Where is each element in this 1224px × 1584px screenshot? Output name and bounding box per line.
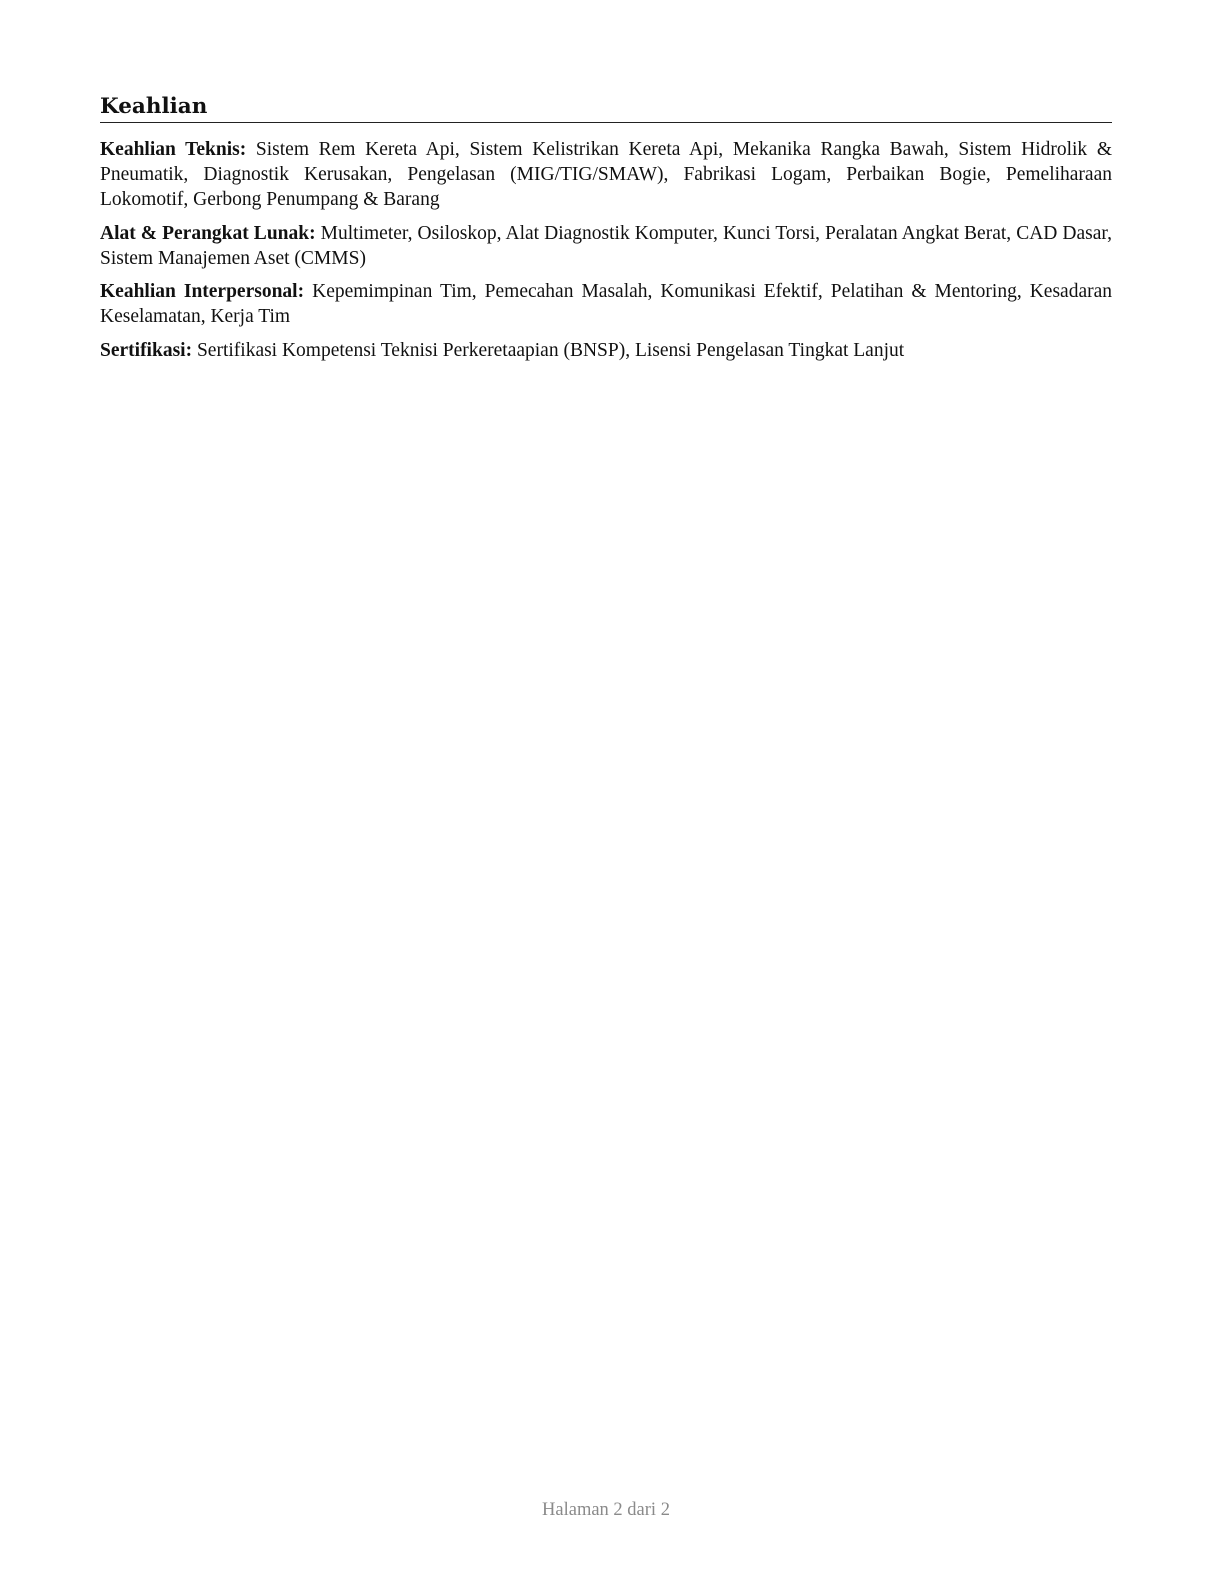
skills-list <box>100 137 1112 363</box>
skill-label: Alat & Perangkat Lunak: <box>100 222 316 244</box>
skill-label: Sertifikasi: <box>100 339 193 361</box>
section-title: Keahlian <box>100 92 1112 123</box>
skill-text: Multimeter, Osiloskop, Alat Diagnostik Komputer, Kunci Torsi, Peralatan Angkat Berat, CAD Dasar, Sistem Manajemen Aset (CMMS) <box>100 222 1112 269</box>
skill-text: Kepemimpinan Tim, Pemecahan Masalah, Komunikasi Efektif, Pelatihan & Mentoring, Kesadaran Keselamatan, Kerja Tim <box>100 281 1112 327</box>
skill-label: Keahlian Teknis: <box>100 139 247 160</box>
skill-text: Sistem Rem Kereta Api, Sistem Kelistrikan Kereta Api, Mekanika Rangka Bawah, Sistem Hidrolik & Pneumatik, Diagnostik Kerusakan, Pengelasan (MIG/TIG/SMAW), Fabrikasi Logam, Perbaikan Bogie, Pemeliharaan Lokomotif, Gerbong Penumpang & Barang <box>100 139 1113 210</box>
skill-text: Sertifikasi Kompetensi Teknisi Perkeretaapian (BNSP), Lisensi Pengelasan Tingkat Lanjut <box>196 339 905 361</box>
skill-row-interpersonal <box>100 279 1112 329</box>
skill-row-technical <box>100 137 1112 212</box>
skill-row-certification <box>100 338 1112 363</box>
document-page <box>100 92 1112 371</box>
skill-row-tools <box>100 221 1112 271</box>
skill-label: Keahlian Interpersonal: <box>100 281 305 302</box>
page-number-footer: Halaman 2 dari 2 <box>542 1500 670 1520</box>
